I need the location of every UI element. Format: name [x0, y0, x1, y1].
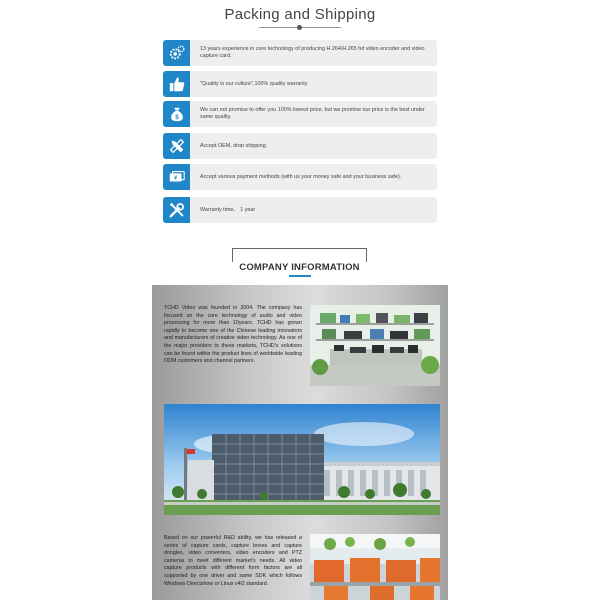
pencil-ruler-icon	[163, 133, 190, 159]
feature-row	[163, 133, 437, 159]
company-intro-paragraph: TCHD Video was founded in 2004. The company has focused on the core technology of audio and video processing for more than 10years. TCHD has grown rapidly to become one of the Chinese leading innovators and manufacturers of creative video technology. As one of the major providers to these markets, TCHD's solutions can be found within the product lines of worldwide leading ODM customers and channel partners.	[164, 305, 302, 365]
svg-text:¥: ¥	[173, 175, 177, 182]
office-photo	[310, 534, 440, 600]
thumbs-up-icon	[163, 71, 190, 97]
feature-row	[163, 197, 437, 223]
company-title-underline	[289, 275, 311, 277]
feature-text: 13 years experience in core technology of producing H.264/H.265 hd video encoder and video capture card.	[200, 46, 425, 59]
feature-text: "Quality is our culture",100% quality warranty	[200, 80, 308, 87]
payment-cards-icon	[163, 164, 190, 190]
feature-text: Warranty time、 1 year	[200, 206, 256, 213]
tools-icon	[163, 197, 190, 223]
gear-chip-icon	[163, 40, 190, 66]
feature-text: Accept various payment methods (with us your money safe and your business safe).	[200, 173, 402, 180]
rd-description-paragraph: Based on our powerful R&D ability, we has released a series of capture cards, capture boxes and capture dongles, video converters, video encoders and PTZ cameras to meet different market's needs. All video capture products with different form factors are all supported by one driver and same SDK which follows Windows Directshow or Linux v4l2 standard.	[164, 535, 302, 587]
company-title: COMPANY INFORMATION	[232, 262, 367, 273]
packing-title: Packing and Shipping	[224, 6, 376, 23]
feature-row	[163, 164, 437, 190]
showroom-photo	[310, 305, 440, 386]
feature-row	[163, 71, 437, 97]
feature-row	[163, 101, 437, 127]
feature-row	[163, 40, 437, 66]
headquarters-photo	[164, 404, 440, 515]
title-divider-dot	[297, 25, 302, 30]
money-bag-icon	[163, 101, 190, 127]
svg-text:$: $	[174, 113, 179, 121]
feature-text: We can not promise to offer you 100% lowest price, but we promise our price is the best under same quality.	[200, 107, 425, 120]
feature-text: Accept OEM, drop shipping.	[200, 142, 268, 149]
company-panel	[152, 285, 448, 600]
